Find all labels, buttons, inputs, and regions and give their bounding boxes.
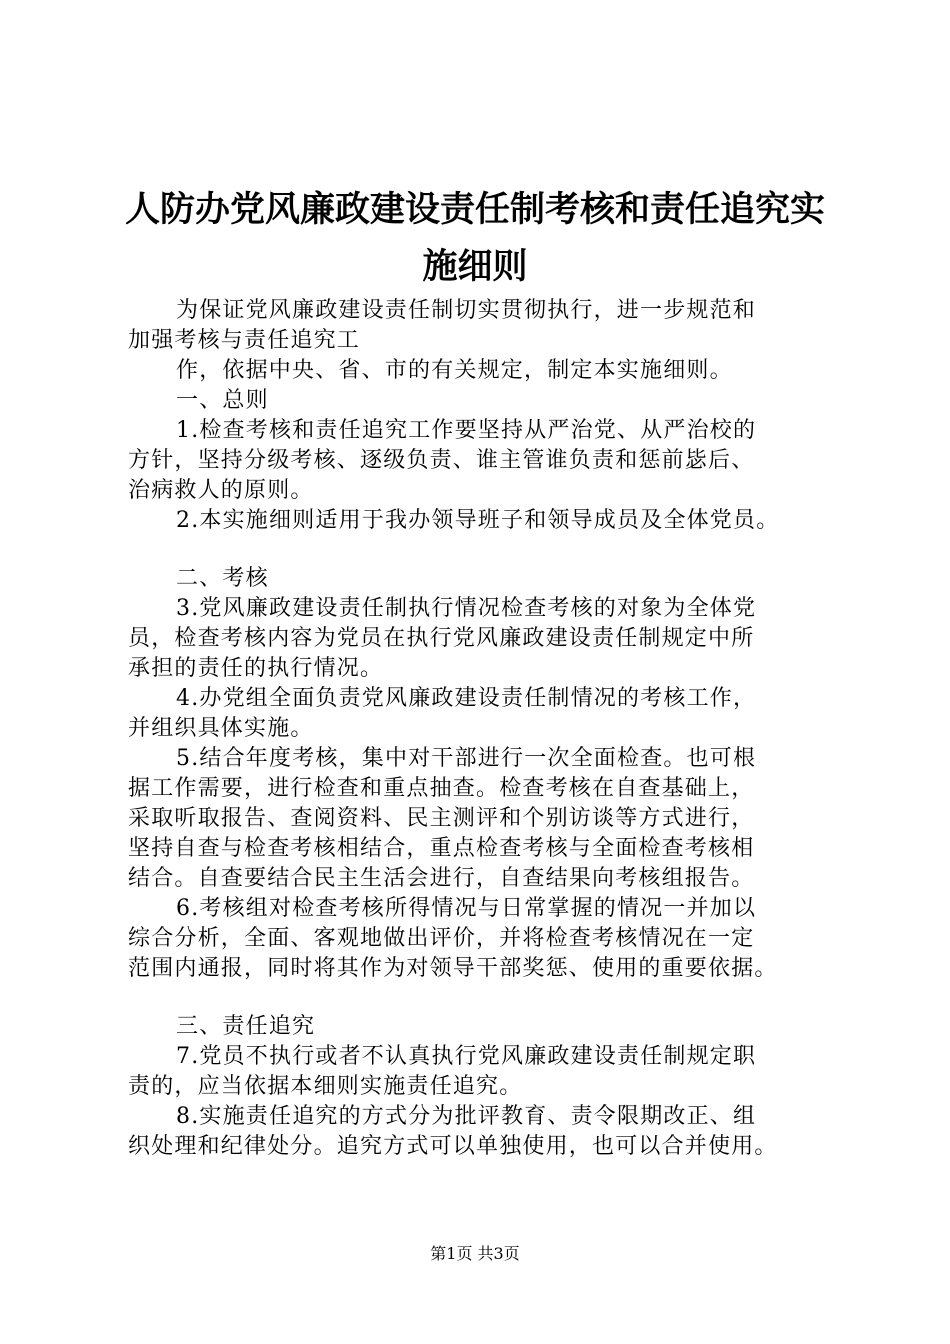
- document-title-line1: 人防办党风廉政建设责任制考核和责任追究实: [124, 190, 825, 230]
- paragraph-gap: [128, 536, 840, 564]
- paragraph-line: 采取听取报告、查阅资料、民主测评和个别访谈等方式进行，: [128, 806, 755, 831]
- paragraph-line: 综合分析，全面、客观地做出评价，并将检查考核情况在一定: [128, 926, 755, 951]
- paragraph-line: 承担的责任的执行情况。: [128, 656, 384, 681]
- paragraph-line: 6.考核组对检查考核所得情况与日常掌握的情况一并加以: [176, 896, 757, 921]
- paragraph-line: 为保证党风廉政建设责任制切实贯彻执行，进一步规范和: [176, 298, 757, 323]
- document-body: [128, 296, 840, 1162]
- section-heading: 一、总则: [176, 388, 269, 413]
- paragraph-line: 4.办党组全面负责党风廉政建设责任制情况的考核工作，: [176, 686, 757, 711]
- paragraph-line: 治病救人的原则。: [128, 478, 314, 503]
- page-number-footer: 第1页 共3页: [430, 1244, 520, 1263]
- document-title-line2: 施细则: [422, 247, 528, 287]
- paragraph-line: 据工作需要，进行检查和重点抽查。检查考核在自查基础上，: [128, 776, 755, 801]
- paragraph-gap: [128, 984, 840, 1012]
- section-heading: 三、责任追究: [176, 1014, 316, 1039]
- paragraph-line: 员，检查考核内容为党员在执行党风廉政建设责任制规定中所: [128, 626, 755, 651]
- paragraph-line: 范围内通报，同时将其作为对领导干部奖惩、使用的重要依据。: [128, 956, 778, 981]
- paragraph-line: 织处理和纪律处分。追究方式可以单独使用，也可以合并使用。: [128, 1134, 778, 1159]
- paragraph-line: 1.检查考核和责任追究工作要坚持从严治党、从严治校的: [176, 418, 757, 443]
- paragraph-line: 作，依据中央、省、市的有关规定，制定本实施细则。: [176, 358, 733, 383]
- paragraph-line: 5.结合年度考核，集中对干部进行一次全面检查。也可根: [176, 746, 757, 771]
- paragraph-line: 并组织具体实施。: [128, 716, 314, 741]
- paragraph-line: 加强考核与责任追究工: [128, 328, 361, 353]
- paragraph-line: 3.党风廉政建设责任制执行情况检查考核的对象为全体党: [176, 596, 757, 621]
- paragraph-line: 8.实施责任追究的方式分为批评教育、责令限期改正、组: [176, 1104, 757, 1129]
- section-heading: 二、考核: [176, 566, 269, 591]
- paragraph-line: 结合。自查要结合民主生活会进行，自查结果向考核组报告。: [128, 866, 755, 891]
- paragraph-line: 7.党员不执行或者不认真执行党风廉政建设责任制规定职: [176, 1044, 757, 1069]
- paragraph-line: 方针，坚持分级考核、逐级负责、谁主管谁负责和惩前毖后、: [128, 448, 755, 473]
- paragraph-line: 责的，应当依据本细则实施责任追究。: [128, 1074, 523, 1099]
- paragraph-line: 坚持自查与检查考核相结合，重点检查考核与全面检查考核相: [128, 836, 755, 861]
- paragraph-line: 2.本实施细则适用于我办领导班子和领导成员及全体党员。: [176, 508, 780, 533]
